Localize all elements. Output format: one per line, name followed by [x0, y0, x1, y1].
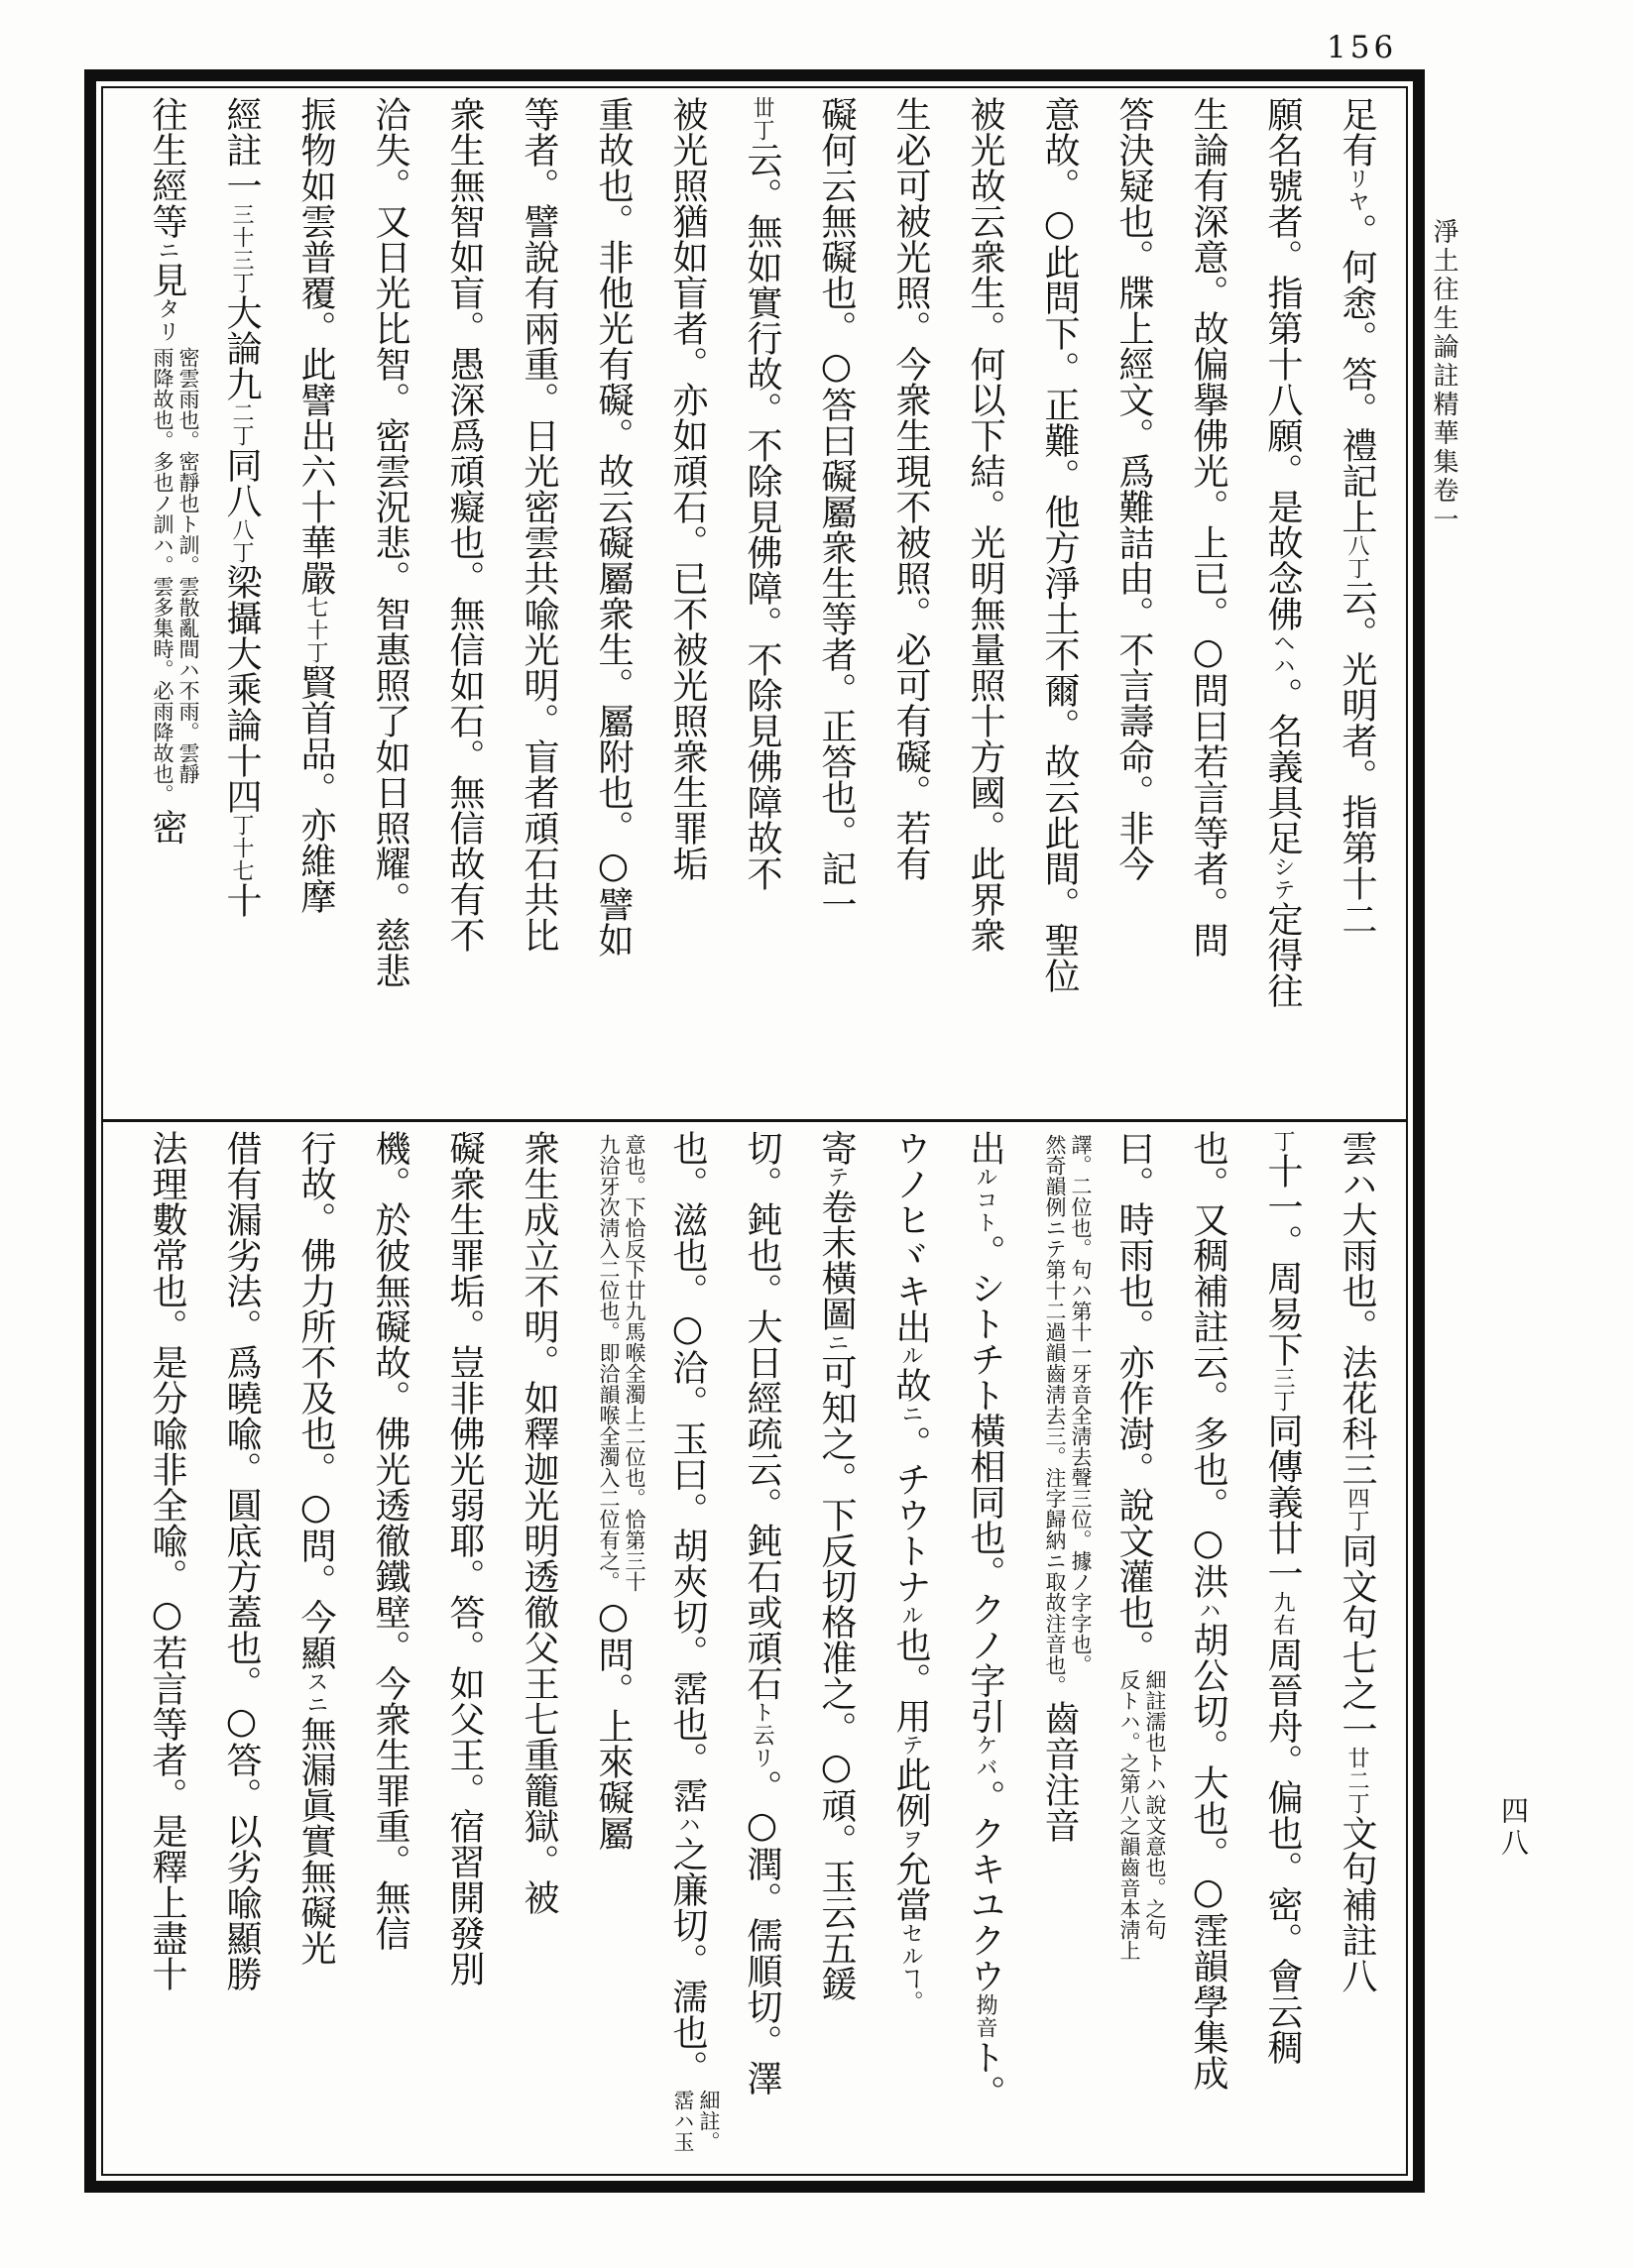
column-text: 答決疑也。牒上經文。爲難詰由。不言壽命。非今	[1113, 96, 1154, 881]
column-text: 允當	[890, 1851, 931, 1922]
column-text: 也。滋也。○洽。玉曰。胡夾切。霑也。霑	[667, 1130, 708, 1813]
column-text: 之廉切。濡也。	[667, 1836, 708, 2086]
column-text: 。チウトナ	[890, 1425, 931, 1604]
text-frame	[84, 69, 1425, 2193]
column-text: 衆生無智如盲。愚深爲頑癡也。無信如石。無信故有不	[444, 96, 485, 953]
column-text: 文句補註八	[1337, 1815, 1377, 1993]
text-column	[279, 1130, 353, 2268]
column-text: 切。鈍也。大日經疏云。鈍石或頑石	[742, 1130, 782, 1701]
folio-marker: 四八	[1497, 1796, 1530, 1860]
inline-annotation: ル	[898, 1344, 923, 1367]
text-column	[874, 96, 948, 1111]
warichu-note	[150, 347, 201, 805]
inline-annotation: ト云リ	[750, 1701, 774, 1769]
column-text: 也。又稠補註云。多也。○洪	[1188, 1130, 1228, 1599]
column-text: 十一。周易下	[1262, 1153, 1303, 1367]
column-text: 云。無如實行故。不除見佛障。不除見佛障故不	[742, 142, 782, 891]
column-text: 同八	[221, 447, 262, 518]
column-text: 見	[147, 262, 187, 297]
text-column	[1171, 1130, 1245, 2268]
column-text: 洽失。又日光比智。密雲況悲。智惠照了如日照耀。慈悲	[370, 96, 410, 988]
text-column	[353, 1130, 427, 2268]
text-column	[1320, 1130, 1394, 2268]
column-text: 礙何云無礙也。○答曰礙屬衆生等者。正答也。記一	[816, 96, 857, 922]
column-text: 同傳義廿一	[1262, 1413, 1303, 1591]
column-text: 此例	[890, 1757, 931, 1828]
warichu-note	[670, 2090, 722, 2152]
inline-annotation: 三十三丁	[229, 203, 254, 294]
page-number: 156	[1327, 30, 1398, 65]
text-column	[1320, 96, 1394, 1111]
inline-annotation: ルコト	[973, 1166, 997, 1234]
column-text: 寄	[816, 1130, 857, 1166]
text-column	[1245, 96, 1320, 1111]
inline-annotation: ル	[898, 1604, 923, 1627]
column-text: 。クキユクウ	[965, 1779, 1005, 1993]
text-column	[1245, 1130, 1320, 2268]
column-text: 定得往	[1262, 901, 1303, 1008]
inline-annotation: ニ	[824, 1331, 849, 1354]
text-column	[948, 1130, 1022, 2268]
column-text: 被光照猶如盲者。亦如頑石。已不被光照衆生罪垢	[667, 96, 708, 881]
warichu-note-line: 雨降故也。多也ノ訓ハ。雲多集時。必雨降故也。	[151, 347, 175, 805]
column-text: 也。用	[890, 1627, 931, 1734]
text-column	[650, 1130, 725, 2268]
inline-annotation: 拗音	[973, 1993, 997, 2039]
inline-annotation: 八丁	[1344, 534, 1369, 580]
column-text: 生論有深意。故偏擧佛光。上已。○問曰若言等者。問	[1188, 96, 1228, 958]
warichu-note-line: 反トハ。之第八之韻齒音本淸上	[1117, 1669, 1141, 1961]
column-text: 曰。時雨也。亦作澍。說文灌也。	[1113, 1130, 1154, 1665]
column-text: 。シトチト橫相同也。クノ字引	[965, 1234, 1005, 1734]
column-text: 衆生成立不明。如釋迦光明透徹父王七重籠獄。被	[519, 1130, 559, 1915]
warichu-note-line: 然奇韻例ニテ第十二過韻齒淸去三。注字歸納ニ取故注音也。	[1043, 1134, 1067, 1696]
column-text: 。名義具足	[1262, 677, 1303, 855]
warichu-note	[1116, 1669, 1168, 1961]
column-text: 等者。譬說有兩重。日光密雲共喩光明。盲者頑石共比	[519, 96, 559, 953]
inline-annotation: 丗丁	[750, 96, 774, 142]
text-column	[799, 1130, 874, 2268]
column-text: 法理數常也。是分喩非全喩。○若言等者。是釋上盡十	[147, 1130, 187, 1991]
column-text: 同文句七之一	[1337, 1532, 1377, 1747]
column-text: ウノヒヾキ出	[890, 1130, 931, 1344]
bottom-text-block	[115, 1130, 1394, 2268]
text-column	[725, 96, 799, 1111]
column-text: 云。光明者。指第十二	[1337, 580, 1377, 937]
column-text: 雲ハ大雨也。法花科三	[1337, 1130, 1377, 1487]
bottom-text-section	[103, 1119, 1406, 2268]
text-frame-inner	[101, 86, 1408, 2176]
warichu-note-line: 九洽牙次淸入二位也。即洽韻喉全濁入二位有之。	[597, 1134, 621, 1592]
inline-annotation: テ	[824, 1166, 849, 1189]
text-column	[427, 1130, 502, 2268]
inline-annotation: スニ	[303, 1670, 328, 1716]
column-text: 往生經等	[147, 96, 187, 239]
column-text: 重故也。非他光有礙。故云礙屬衆生。屬附也。○譬如	[593, 96, 634, 958]
text-column	[799, 96, 874, 1111]
text-column	[725, 1130, 799, 2268]
text-column	[650, 96, 725, 1111]
column-text: 十	[221, 882, 262, 918]
column-text: 。何悆。答。禮記上	[1337, 213, 1377, 534]
column-text: 胡公切。大也。○霔韻學集成	[1188, 1622, 1228, 2091]
text-column	[130, 96, 204, 1111]
column-text: 大論九	[221, 294, 262, 401]
text-column	[353, 96, 427, 1111]
inline-annotation: 廿二丁	[1344, 1747, 1369, 1815]
inline-annotation: ケバ	[973, 1734, 997, 1779]
column-text: 梁攝大乘論十四	[221, 564, 262, 814]
text-column	[1171, 96, 1245, 1111]
inline-annotation: シテ	[1270, 855, 1295, 901]
text-column	[279, 96, 353, 1111]
text-column	[1097, 1130, 1171, 2268]
column-text: 齒音注音	[1039, 1700, 1080, 1843]
top-text-block	[115, 96, 1394, 1111]
text-column	[576, 96, 650, 1111]
column-text: 足有	[1337, 96, 1377, 168]
column-text: 借有漏劣法。爲曉喩。圓底方蓋也。○答。以劣喩顯勝	[221, 1130, 262, 1991]
column-text: 周晉舟。偏也。密。會云稠	[1262, 1637, 1303, 2065]
warichu-note	[1042, 1134, 1094, 1696]
text-column	[1022, 96, 1097, 1111]
text-column	[874, 1130, 948, 2268]
text-column	[204, 96, 279, 1111]
text-column	[427, 96, 502, 1111]
column-text: ○問。上來礙屬	[593, 1596, 634, 1851]
inline-annotation: ニ	[155, 239, 179, 262]
column-text: 經註一	[221, 96, 262, 203]
column-text: 可知之。下反切格准之。○頑。玉云五鍰	[816, 1354, 857, 2001]
inline-annotation: 八丁	[229, 518, 254, 564]
margin-title: 淨土往生論註精華集卷一	[1429, 218, 1458, 534]
column-text: 卷末橫圖	[816, 1189, 857, 1331]
inline-annotation: タリ	[155, 297, 179, 343]
inline-annotation: ハ	[675, 1813, 700, 1836]
column-text: 賢首品。亦維摩	[295, 664, 336, 914]
warichu-note-line: 細註濡也トハ說文意也。之句	[1143, 1669, 1167, 1940]
warichu-note-line: 細註。	[697, 2090, 721, 2152]
inline-annotation: 七十丁	[303, 596, 328, 664]
column-text: 無漏眞實無礙光	[295, 1716, 336, 1966]
warichu-note-line: 霑ハ玉	[671, 2090, 695, 2152]
column-text: 願名號者。指第十八願。是故念佛	[1262, 96, 1303, 631]
column-text: 。○潤。儒順切。澤	[742, 1769, 782, 2096]
inline-annotation: 丁十七	[229, 814, 254, 882]
column-text: 振物如雲普覆。此譬出六十華嚴	[295, 96, 336, 596]
column-text: 被光故云衆生。何以下結。光明無量照十方國。此界衆	[965, 96, 1005, 953]
inline-annotation: 丁	[1270, 1130, 1295, 1153]
inline-annotation: セルヿ。	[898, 1922, 923, 2013]
column-text: 出	[965, 1130, 1005, 1166]
inline-annotation: ハ	[1196, 1599, 1221, 1622]
column-text: 機。於彼無礙故。佛光透徹鐵壁。今衆生罪重。無信	[370, 1130, 410, 1951]
text-column	[502, 96, 576, 1111]
inline-annotation: リヤ	[1344, 168, 1369, 213]
warichu-note-line: 譯。二位也。句ハ第十一牙音全淸去聲三位。據ノ字字也。	[1069, 1134, 1093, 1675]
text-column	[948, 96, 1022, 1111]
column-text: ト。	[965, 2039, 1005, 2110]
warichu-note-line: 密雲雨也。密靜也ト訓。雲散亂間ハ不雨。雲靜	[176, 347, 200, 784]
column-text: 礙衆生罪垢。豈非佛光弱耶。答。如父王。宿習開發別	[444, 1130, 485, 1986]
column-text: 意故。○此問下。正難。他方淨土不爾。故云此間。聖位	[1039, 96, 1080, 993]
text-column	[1097, 96, 1171, 1111]
column-text: 行故。佛力所不及也。○問。今顯	[295, 1130, 336, 1670]
column-text: 生必可被光照。今衆生現不被照。必可有礙。若有	[890, 96, 931, 881]
text-column	[130, 1130, 204, 2268]
column-text: 密	[147, 809, 187, 845]
warichu-note-line: 意也。下恰反下廿九馬喉全濁上二位也。恰第三十	[623, 1134, 646, 1592]
column-text: 故	[890, 1367, 931, 1403]
text-column	[502, 1130, 576, 2268]
inline-annotation: 三丁	[1270, 1367, 1295, 1413]
inline-annotation: ニ	[898, 1403, 923, 1425]
top-text-section	[103, 88, 1406, 1119]
inline-annotation: ヲ	[898, 1828, 923, 1851]
inline-annotation: 二丁	[229, 401, 254, 447]
inline-annotation: 九右	[1270, 1591, 1295, 1637]
inline-annotation: テ	[898, 1734, 923, 1757]
inline-annotation: 四丁	[1344, 1487, 1369, 1532]
warichu-note	[596, 1134, 647, 1592]
text-column	[204, 1130, 279, 2268]
inline-annotation: ヘハ	[1270, 631, 1295, 677]
text-column	[576, 1130, 650, 2268]
text-column	[1022, 1130, 1097, 2268]
